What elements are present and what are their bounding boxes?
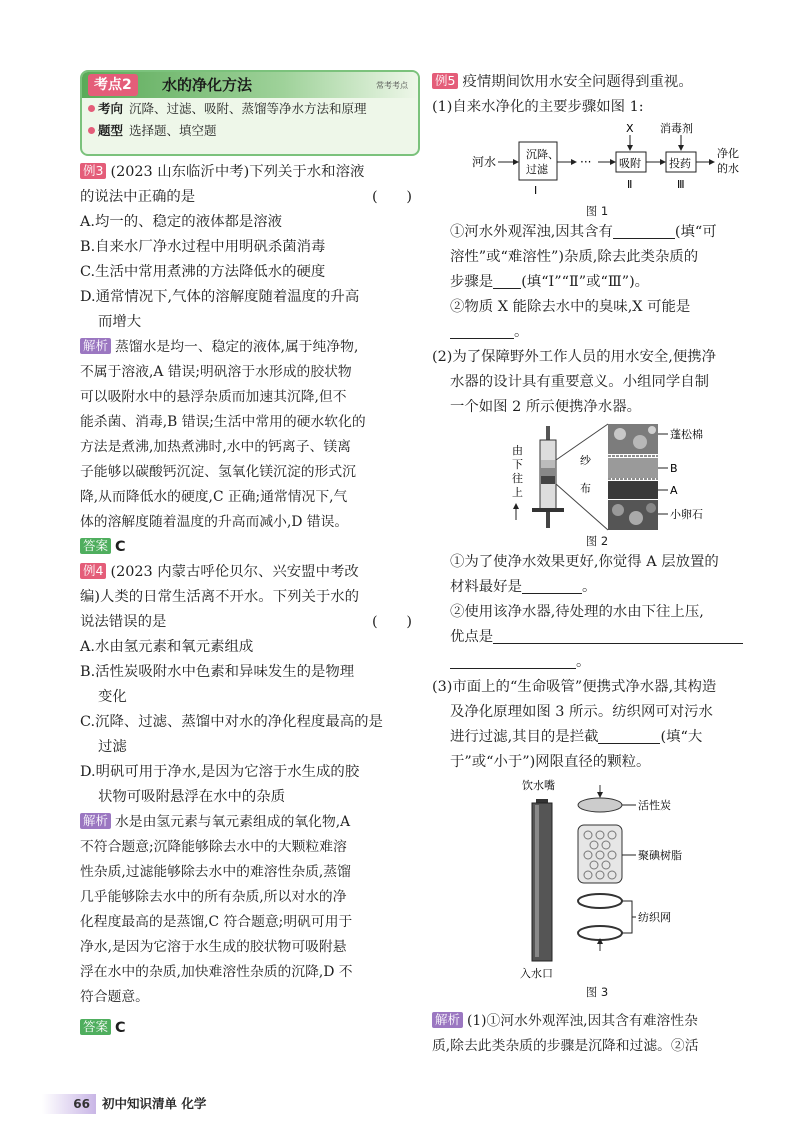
option-c: C.沉降、过滤、蒸馏中对水的净化程度最高的是	[80, 714, 383, 730]
answer-value: C	[115, 539, 126, 555]
answer-blank[interactable]	[450, 652, 576, 669]
layer-label: B	[670, 462, 678, 475]
question-text: 进行过滤,其目的是拦截	[450, 729, 599, 745]
q2-1-line-2	[432, 575, 762, 600]
ex4-line-3	[80, 610, 420, 635]
analysis-line: 化程度最高的是蒸馏,C 符合题意;明矾可用于	[80, 914, 353, 930]
example-4	[80, 560, 420, 1041]
ex3-text: (2023 山东临沂中考)下列关于水和溶液	[110, 164, 365, 180]
topic-header	[82, 72, 418, 98]
layer-b	[608, 458, 658, 478]
type-row	[82, 120, 418, 142]
analysis-line: 几乎能够除去水中的所有杂质,所以对水的净	[80, 889, 347, 905]
inlet-label: 入水口	[520, 967, 553, 980]
topic-label: 考点2	[88, 74, 138, 96]
analysis-tag: 解析	[80, 813, 111, 829]
answer-blank[interactable]	[613, 222, 675, 239]
activated-carbon-disc	[578, 798, 622, 812]
q1-1-line-1	[432, 220, 762, 245]
pebble	[629, 511, 643, 525]
q2-2-line-2	[432, 625, 762, 650]
analysis-text: 蒸馏水是均一、稳定的液体,属于纯净物,	[115, 339, 359, 355]
analysis-text: (1)①河水外观浑浊,因其含有难溶性杂	[467, 1013, 698, 1029]
ex4-text: (2023 内蒙古呼伦贝尔、兴安盟中考改	[110, 564, 359, 580]
direction-char: 由	[512, 444, 523, 457]
answer-blank[interactable]	[522, 577, 582, 594]
part-label: 活性炭	[638, 799, 671, 812]
question-text: (填“Ⅰ”“Ⅱ”或“Ⅲ”)。	[521, 274, 650, 290]
analysis-tag: 解析	[80, 338, 111, 354]
figure-3-caption: 图 3	[585, 985, 609, 999]
ex4-answer	[80, 1016, 420, 1041]
ex3-text: 的说法中正确的是	[80, 189, 196, 205]
ex4-line-2: 编)人类的日常生活离不开水。下列关于水的	[80, 589, 360, 605]
x-label: X	[626, 122, 634, 135]
page-number: 66	[42, 1094, 96, 1114]
q2-line-3: 一个如图 2 所示便携净水器。	[450, 399, 641, 415]
analysis-line: 质,除去此类杂质的步骤是沉降和过滤。②活	[432, 1038, 699, 1054]
flow-diagram	[432, 120, 762, 202]
river-label: 河水	[472, 155, 497, 169]
ex4-line-1	[80, 560, 420, 585]
often-tested-tag: 常考考点	[376, 81, 408, 90]
q3-line-4: 于”或“小于”)网限直径的颗粒。	[450, 754, 651, 770]
ex4-analysis	[80, 810, 420, 1010]
analysis-line	[80, 810, 420, 835]
answer-paren: ( )	[371, 189, 412, 205]
footer	[42, 1094, 272, 1114]
analysis-line: 不属于溶液,A 错误;明矾溶于水形成的胶状物	[80, 364, 352, 380]
q1-2-line-2	[432, 320, 762, 345]
ex3-answer	[80, 535, 420, 560]
option-b: B.活性炭吸附水中色素和异味发生的是物理	[80, 664, 355, 680]
book-title: 初中知识清单 化学	[102, 1096, 207, 1111]
texture	[633, 435, 647, 449]
figure-1-caption: 图 1	[585, 204, 609, 218]
analysis-tag: 解析	[432, 1012, 463, 1028]
answer-paren: ( )	[371, 614, 412, 630]
analysis-line: 性杂质,过滤能够除去水中的难溶性杂质,蒸馏	[80, 864, 351, 880]
analysis-line: 体的溶解度随着温度的升高而减小,D 错误。	[80, 514, 349, 530]
q3-line-2: 及净化原理如图 3 所示。纺织网可对污水	[450, 704, 713, 720]
example-tag: 例4	[80, 563, 106, 579]
analysis-line: 方法是煮沸,加热煮沸时,水中的钙离子、镁离	[80, 439, 351, 455]
layer-label: A	[670, 484, 678, 497]
question-text: ①河水外观浑浊,因其含有	[450, 224, 613, 240]
type-text: 选择题、填空题	[129, 123, 217, 138]
syringe-flange	[532, 508, 564, 512]
output-label: 的水	[717, 162, 739, 175]
q1-1-line-3	[432, 270, 762, 295]
q2-1-line-1: ①为了使净水效果更好,你觉得 A 层放置的	[450, 554, 719, 570]
answer-tag: 答案	[80, 538, 111, 554]
option-a: A.水由氢元素和氧元素组成	[80, 639, 254, 655]
analysis-line: 能杀菌、消毒,B 错误;生活中常用的硬水软化的	[80, 414, 366, 430]
option-d-cont: 状物可吸附悬浮在水中的杂质	[98, 789, 286, 805]
direction-char: 上	[512, 486, 523, 499]
syringe-layer	[541, 468, 555, 476]
ex3-line-1	[80, 160, 420, 185]
q2-2-line-1: ②使用该净水器,待处理的水由下往上压,	[450, 604, 704, 620]
q1-1-line-2: 溶性”或“难溶性”)杂质,除去此类杂质的	[450, 249, 699, 265]
question-text: 步骤是	[450, 274, 494, 290]
step-3-label: 投药	[669, 157, 691, 170]
mesh-ring	[578, 894, 622, 908]
gauze-label: 纱	[580, 454, 591, 467]
example-tag: 例5	[432, 73, 458, 89]
topic-box	[80, 70, 420, 156]
lifestraw-diagram	[432, 775, 762, 983]
ex3-analysis	[80, 335, 420, 535]
ex5-analysis	[432, 1009, 762, 1059]
roman-1: Ⅰ	[534, 184, 538, 197]
figure-2-caption: 图 2	[585, 534, 609, 548]
texture	[648, 426, 656, 434]
ex3-line-2	[80, 185, 420, 210]
question-text: 材料最好是	[450, 579, 522, 595]
q2-line-2: 水器的设计具有重要意义。小组同学自制	[450, 374, 710, 390]
q2-2-line-3	[432, 650, 762, 675]
roman-2: Ⅱ	[627, 178, 633, 191]
answer-tag: 答案	[80, 1019, 111, 1035]
q2-line-1: (2)为了保障野外工作人员的用水安全,便携净	[432, 349, 716, 365]
step-2-label: 吸附	[619, 157, 641, 170]
answer-value: C	[115, 1020, 126, 1036]
step-1-label: 沉降、	[526, 148, 559, 161]
straw-cap	[536, 799, 548, 803]
bullet-icon	[88, 127, 95, 134]
texture	[614, 428, 626, 440]
option-b-cont: 变化	[98, 689, 127, 705]
syringe-layer	[541, 476, 555, 484]
analysis-line: 浮在水中的杂质,加快难溶性杂质的沉降,D 不	[80, 964, 353, 980]
analysis-line	[432, 1009, 762, 1034]
part-label: 聚碘树脂	[638, 849, 682, 862]
bracket	[622, 901, 636, 933]
analysis-text: 水是由氢元素与氧元素组成的氧化物,A	[115, 814, 351, 830]
analysis-line: 符合题意。	[80, 989, 149, 1005]
question-text: 优点是	[450, 629, 494, 645]
analysis-line: 不符合题意;沉降能够除去水中的大颗粒难溶	[80, 839, 347, 855]
option-d: D.通常情况下,气体的溶解度随着温度的升高	[80, 289, 360, 305]
analysis-line: 净水,是因为它溶于水生成的胶状物可吸附悬	[80, 939, 347, 955]
step-1-label: 过滤	[526, 163, 548, 176]
mesh-ring	[578, 926, 622, 940]
layer-label: 小卵石	[670, 508, 703, 521]
answer-blank[interactable]	[450, 322, 514, 339]
analysis-line: 可以吸附水中的悬浮杂质而加速其沉降,但不	[80, 389, 347, 405]
syringe-plunger	[546, 512, 550, 528]
q1-2-line-1: ②物质 X 能除去水中的臭味,X 可能是	[450, 299, 691, 315]
direction-row	[82, 98, 418, 120]
figure-3	[432, 775, 762, 983]
part-label: 纺织网	[638, 911, 671, 924]
left-column	[80, 70, 420, 1041]
question-text: 。	[514, 324, 529, 340]
figure-2	[432, 420, 762, 532]
option-d-cont: 而增大	[98, 314, 142, 330]
pebble	[612, 504, 624, 516]
ex5-intro	[432, 70, 762, 95]
syringe-tip	[546, 426, 550, 440]
ex5-intro-text: 疫情期间饮用水安全问题得到重视。	[462, 74, 693, 90]
option-b: B.自来水厂净水过程中用明矾杀菌消毒	[80, 239, 326, 255]
straw-highlight	[535, 805, 539, 957]
analysis-line	[80, 335, 420, 360]
analysis-line: 降,从而降低水的硬度,C 正确;通常情况下,气	[80, 489, 348, 505]
option-c: C.生活中常用煮沸的方法降低水的硬度	[80, 264, 326, 280]
layer-label: 蓬松棉	[670, 428, 703, 441]
right-column	[432, 70, 762, 1059]
mouthpiece-label: 饮水嘴	[522, 779, 555, 792]
example-tag: 例3	[80, 163, 106, 179]
question-text: 。	[581, 579, 597, 595]
gauze-label: 布	[580, 482, 591, 495]
option-d: D.明矾可用于净水,是因为它溶于水生成的胶	[80, 764, 360, 780]
question-text: (填“大	[660, 729, 703, 745]
ellipsis: ···	[580, 155, 592, 169]
syringe-layer	[541, 460, 555, 468]
question-text: 。	[576, 654, 591, 670]
ex4-text: 说法错误的是	[80, 614, 167, 630]
q1-title: (1)自来水净化的主要步骤如图 1:	[432, 99, 644, 115]
bullet-icon	[88, 105, 95, 112]
answer-blank[interactable]	[493, 272, 521, 289]
output-label: 净化	[717, 147, 739, 160]
direction-char: 下	[512, 458, 523, 471]
roman-3: Ⅲ	[677, 178, 685, 191]
answer-blank[interactable]	[598, 727, 660, 744]
analysis-line: 子能够以碳酸钙沉淀、氢氧化镁沉淀的形式沉	[80, 464, 356, 480]
option-c-cont: 过滤	[98, 739, 127, 755]
question-text: (填“可	[674, 224, 717, 240]
type-key: 题型	[98, 123, 124, 138]
answer-blank[interactable]	[493, 627, 743, 644]
direction-key: 考向	[98, 101, 124, 116]
q3-line-3	[432, 725, 762, 750]
direction-text: 沉降、过滤、吸附、蒸馏等净水方法和原理	[129, 101, 367, 116]
layer-a	[608, 481, 658, 499]
direction-char: 往	[512, 472, 523, 485]
pebble	[646, 503, 656, 513]
purifier-diagram	[432, 420, 762, 532]
topic-title: 水的净化方法	[162, 76, 253, 94]
example-3	[80, 160, 420, 560]
figure-1	[432, 120, 762, 202]
option-a: A.均一的、稳定的液体都是溶液	[80, 214, 283, 230]
q3-line-1: (3)市面上的“生命吸管”便携式净水器,其构造	[432, 679, 717, 695]
disinfectant-label: 消毒剂	[660, 122, 693, 135]
